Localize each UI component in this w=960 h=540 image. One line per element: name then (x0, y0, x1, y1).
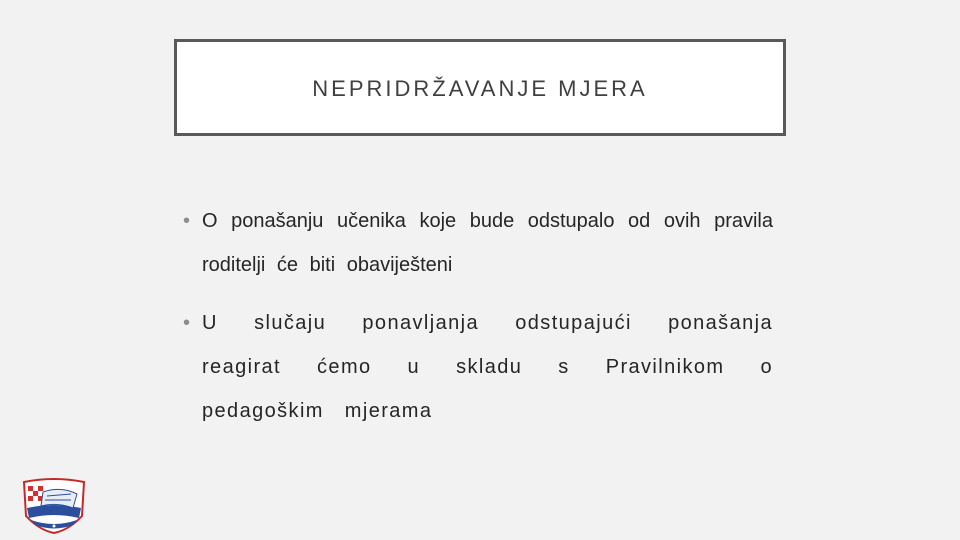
bullet-text: U slučaju ponavljanja odstupajući ponašanja reagirat ćemo u skladu s Pravilnikom o pedagoškim mjerama (202, 312, 773, 422)
bullet-dot-icon: • (183, 210, 191, 232)
bullet-text: O ponašanju učenika koje bude odstupalo od ovih pravila roditelji će biti obaviješteni (202, 210, 773, 276)
bullet-list (183, 199, 773, 433)
bullet-item (183, 301, 773, 433)
school-crest-icon (21, 478, 87, 534)
title-box (174, 39, 786, 136)
bullet-dot-icon: • (183, 312, 192, 334)
bullet-item (183, 199, 773, 287)
slide-title: NEPRIDRŽAVANJE MJERA (312, 75, 648, 101)
